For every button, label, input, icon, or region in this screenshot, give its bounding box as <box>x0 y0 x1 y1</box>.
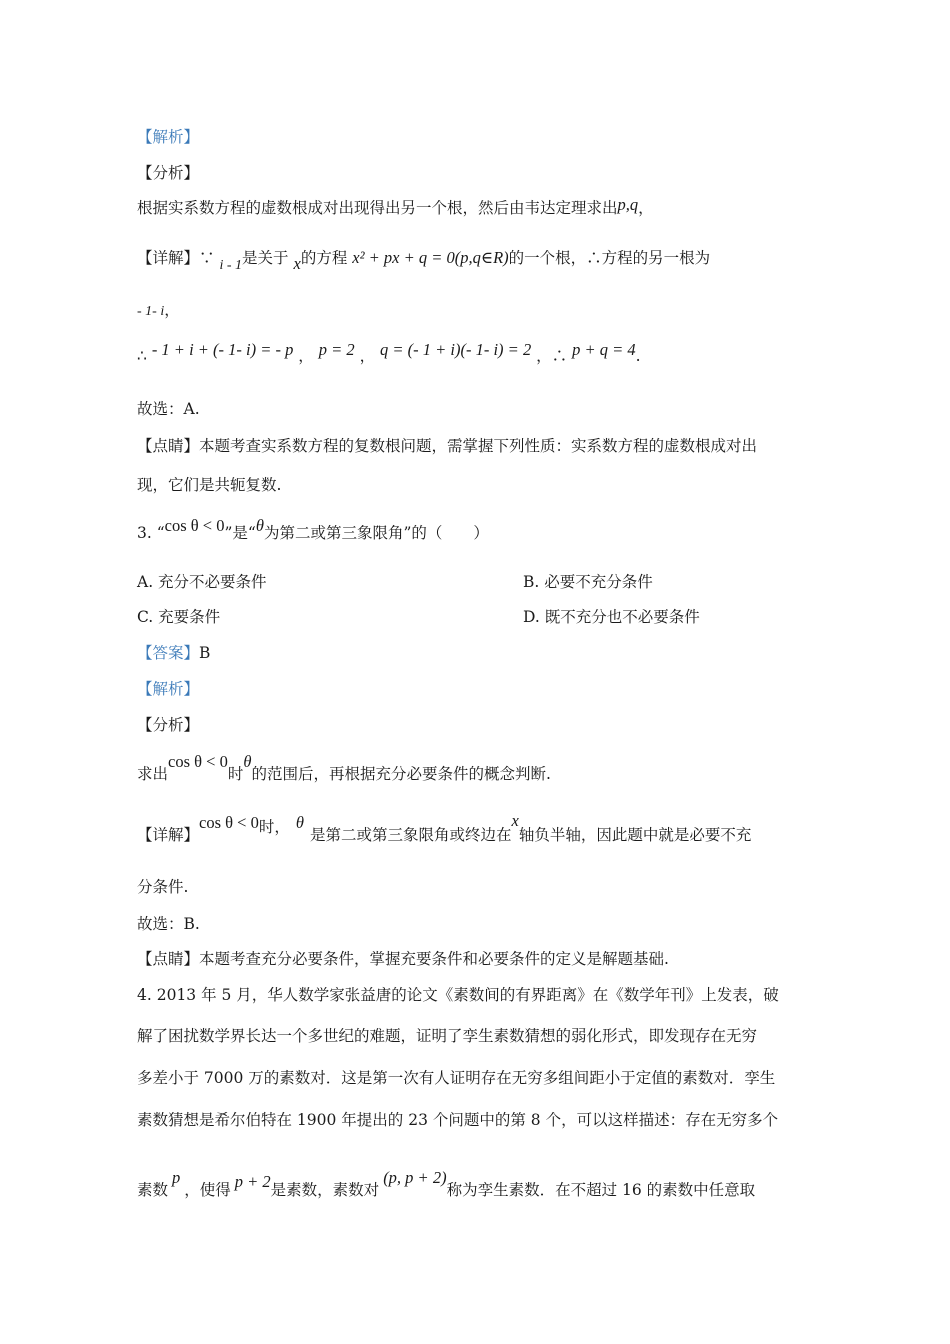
q3-num: 3. “ <box>137 524 165 542</box>
pq-sum: p + q = 4 <box>572 340 636 359</box>
dianjing-line-1 <box>137 436 757 456</box>
q4-l5d: 称为孪生素数．在不超过 16 的素数中任意取 <box>446 1181 756 1199</box>
dianjing-q3 <box>137 949 669 969</box>
other-root: - 1- i <box>137 304 165 319</box>
equation: x² + px + q = 0(p,q∈R) <box>352 248 509 267</box>
q4-l5b: ，使得 <box>184 1181 231 1199</box>
q4-p: p <box>172 1168 181 1187</box>
fenxi-theta: θ <box>243 752 252 771</box>
q4-line-5 <box>137 1168 756 1199</box>
fenxi-tag-2: 【分析】 <box>137 716 200 734</box>
answer-line <box>137 643 210 663</box>
xj-a: 时， <box>258 818 290 836</box>
option-a: A. 充分不必要条件 <box>137 573 267 591</box>
answer-a: 故选：A. <box>137 400 200 418</box>
question-3 <box>137 516 489 542</box>
answer-tag: 【答案】 <box>137 644 200 662</box>
option-c: C. 充要条件 <box>137 608 221 626</box>
option-row-1 <box>137 572 267 592</box>
q-value: q = (- 1 + i)(- 1- i) = 2 <box>380 340 532 359</box>
therefore-symbol: ∴ <box>137 347 147 365</box>
fenxi-cond: cos θ < 0 <box>168 752 228 771</box>
fenxi-c: 的范围后，再根据充分必要条件的概念判断. <box>251 765 551 783</box>
xj-c: 轴负半轴，因此题中就是必要不充 <box>518 826 752 844</box>
comma-2: ， <box>359 347 376 365</box>
xj-b: 是第二或第三象限角或终边在 <box>309 826 512 844</box>
dianjing-q3-text: 本题考查充分必要条件，掌握充要条件和必要条件的定义是解题基础. <box>199 950 669 968</box>
q4-line-1: 4. 2013 年 5 月，华人数学家张益唐的论文《素数间的有界距离》在《数学年刊》上发表，破 <box>137 986 779 1004</box>
because-symbol: ∵ <box>199 249 215 267</box>
xiangjie-line-1 <box>137 248 711 273</box>
fenxi-tag: 【分析】 <box>137 164 200 182</box>
q3-mid-1: ”是“ <box>224 524 256 542</box>
fenxi-sentence: 根据实系数方程的虚数根成对出现得出另一个根，然后由韦达定理求出 <box>137 199 618 217</box>
q3-mid-2: 为第二或第三象限角”的（ ） <box>263 524 489 542</box>
q4-line-4: 素数猜想是希尔伯特在 1900 年提出的 23 个问题中的第 8 个，可以这样描述：存在无穷多个 <box>137 1111 779 1129</box>
analysis-tag-2: 【解析】 <box>137 680 200 698</box>
xiangjie-tag: 【详解】 <box>137 249 200 267</box>
xj-theta: θ <box>295 813 304 832</box>
fenxi-text <box>137 195 654 218</box>
dianjing-text-1: 本题考查实系数方程的复数根问题，需掌握下列性质：实系数方程的虚数根成对出 <box>199 437 758 455</box>
period: . <box>635 347 641 365</box>
q3-condition: cos θ < 0 <box>164 516 225 535</box>
dianjing-line-2: 现，它们是共轭复数. <box>137 476 282 494</box>
option-row-2 <box>137 607 220 627</box>
q4-l5c: 是素数，素数对 <box>270 1181 380 1199</box>
xj-x: x <box>511 811 519 830</box>
xiangjie-q3-line-2: 分条件. <box>137 878 189 896</box>
dianjing-tag-2: 【点睛】 <box>137 950 200 968</box>
xiangjie-q3-line-1 <box>137 811 752 844</box>
xj-text-1: 是关于 <box>242 249 289 267</box>
comma-3: ，∴ <box>536 347 568 365</box>
option-b: B. 必要不充分条件 <box>523 573 653 591</box>
x-variable: x <box>293 254 301 273</box>
comma-1: ， <box>298 347 314 365</box>
option-d: D. 既不充分也不必要条件 <box>523 608 700 626</box>
p-value: p = 2 <box>318 340 355 359</box>
answer-value: B <box>199 644 211 662</box>
q4-p-plus-2: p + 2 <box>234 1172 271 1191</box>
comma: ， <box>164 301 180 319</box>
q4-l5a: 素数 <box>137 1181 169 1199</box>
answer-b-line: 故选：B. <box>137 915 200 933</box>
dianjing-tag: 【点睛】 <box>137 437 200 455</box>
xiangjie-line-3 <box>137 340 641 365</box>
root-expr: i - 1 <box>219 258 243 273</box>
fenxi-a: 求出 <box>137 765 169 783</box>
xiangjie-line-2 <box>137 300 180 322</box>
vieta-sum: - 1 + i + (- 1- i) = - p <box>151 340 294 359</box>
q4-pair: (p, p + 2) <box>383 1168 447 1187</box>
q4-line-3: 多差小于 7000 万的素数对．这是第一次有人证明存在无穷多组间距小于定值的素数对．孪生 <box>137 1069 776 1087</box>
pq-expr: p,q <box>617 195 639 214</box>
fenxi-line-2 <box>137 752 551 783</box>
fenxi-b: 时 <box>227 765 244 783</box>
xj-text-2: 的方程 <box>300 249 348 267</box>
q4-line-2: 解了困扰数学界长达一个多世纪的难题，证明了孪生素数猜想的弱化形式，即发现存在无穷 <box>137 1027 758 1045</box>
analysis-tag: 【解析】 <box>137 128 200 146</box>
xj-cond: cos θ < 0 <box>199 813 259 832</box>
q3-theta: θ <box>255 516 264 535</box>
fenxi-end: ， <box>638 199 654 217</box>
xiangjie-tag-2: 【详解】 <box>137 826 200 844</box>
xj-text-3: 的一个根，∴方程的另一根为 <box>508 249 711 267</box>
